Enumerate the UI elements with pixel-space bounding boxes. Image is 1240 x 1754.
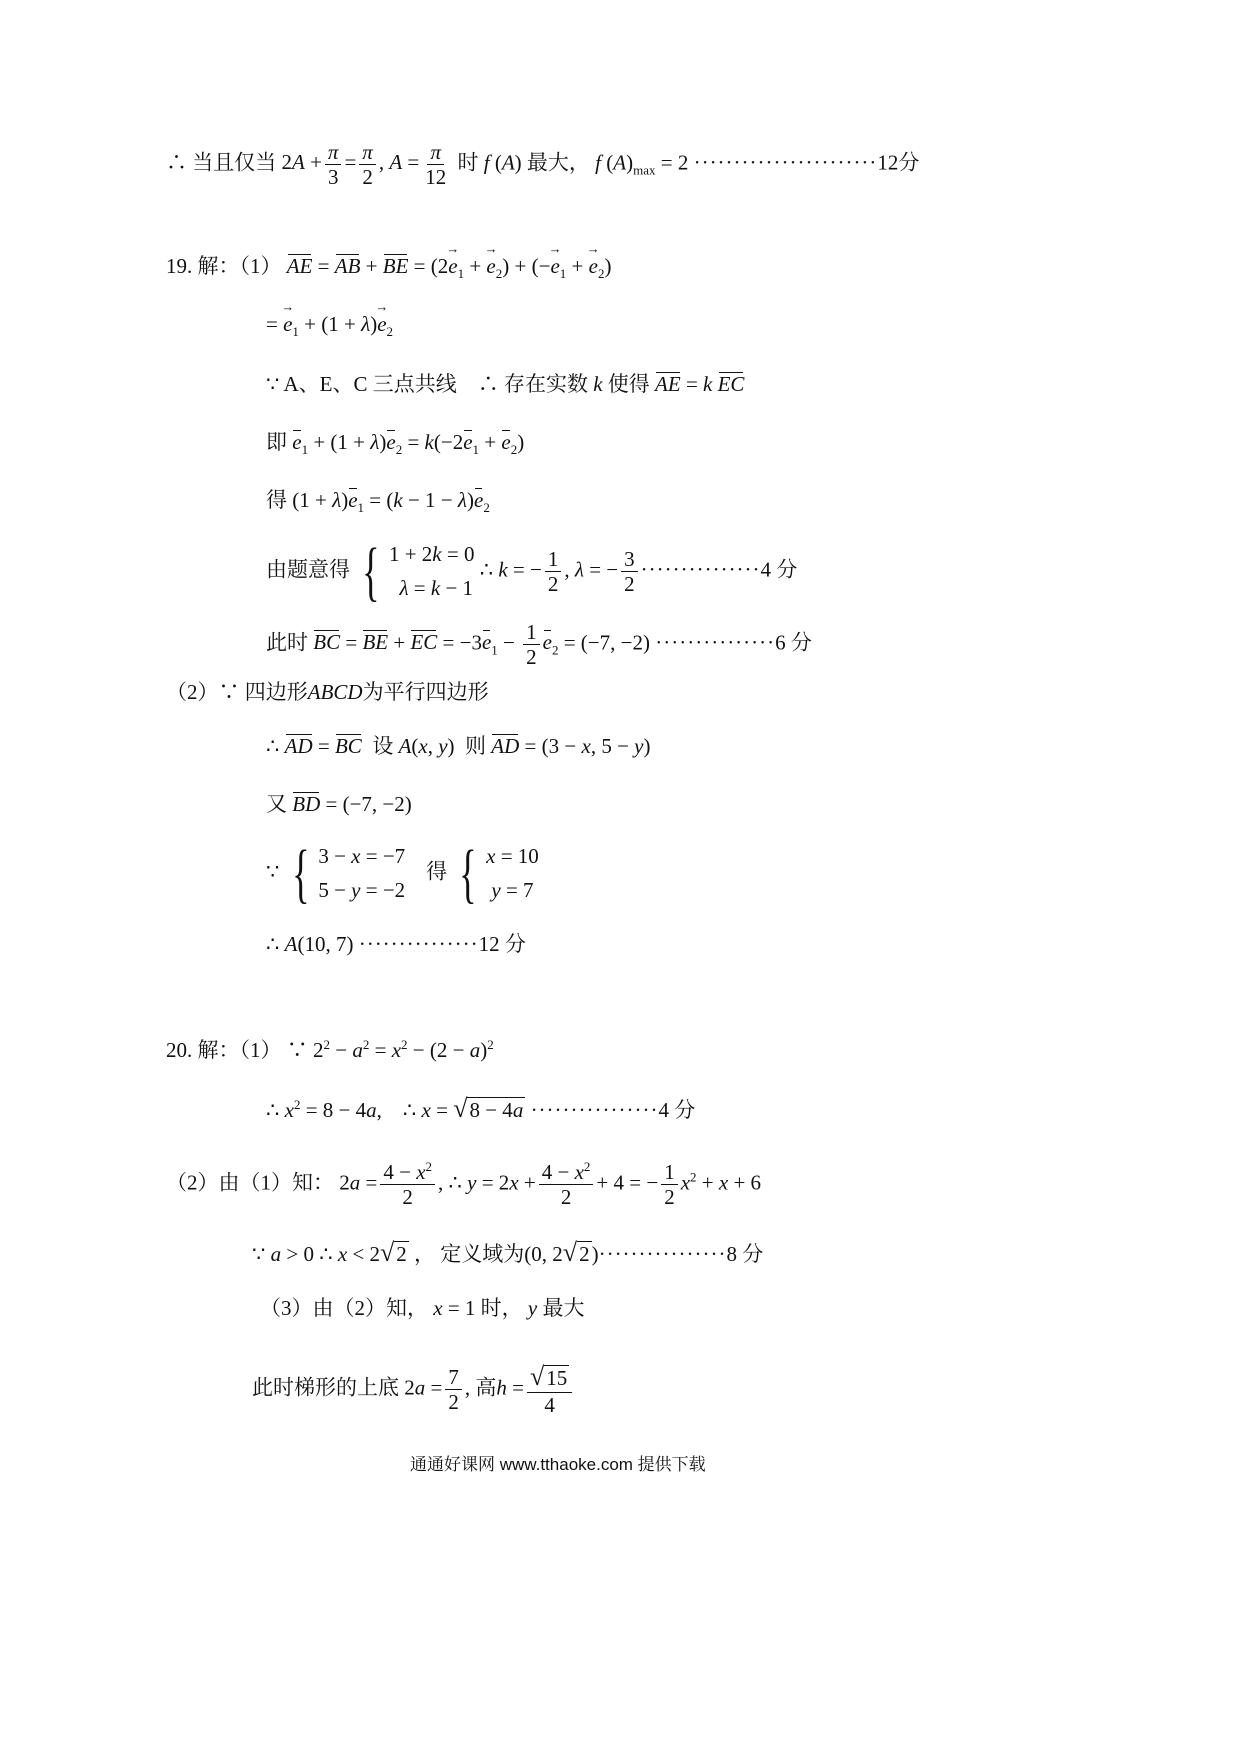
text-abcd: ABCD	[307, 680, 363, 704]
text-trapezoid: 此时梯形的上底	[252, 1375, 399, 1400]
q20-line-x: ∴ $x^2 = 8 - 4a$, ∴ x = √8 − 4a ················4 分	[266, 1094, 696, 1123]
dots: ···············	[640, 557, 761, 582]
line-conclusion-max: ∴ 当且仅当 2A + $\frac{\pi}{3}$ = $\frac{\pi}{2}$ , A = $\frac{\pi}{12}$ 时 f (A) 最大， f $(A)_{max} = 2 \cdot\cdot\cdot\cdot\cdot\cdot\cdot\cdot\cdot\cdot\cdot\cdot\cdot\cdot\cdot\cdot\cdot\cdot\cdot\cdot\cdot\cdot\cdot 12$分	[166, 140, 920, 190]
score-4: 4 分	[760, 557, 798, 582]
equation-solution: { x = 10 y = 7	[459, 836, 539, 910]
text-shi: 时	[457, 150, 479, 175]
q19-line-ad: ∴ AD = BC 设 A(x, y) 则 AD = (3 − x, 5 − y)	[266, 734, 651, 758]
q20-line-trapezoid: 此时梯形的上底 2a = $\frac{7}{2}$ , 高h = $\frac{√15}{4}$	[252, 1362, 575, 1417]
score-12b: 12 分	[478, 932, 526, 956]
text-collinear: A、E、C 三点共线	[283, 372, 457, 396]
formula-ae-sum: AE = AB + BE = ($2\to e_1$ + → $e_2$) + (−→ $e_1$ + → $e_2$)	[287, 254, 612, 278]
text-shi-2: 时，	[480, 1296, 523, 1320]
dots: ················	[598, 1242, 727, 1266]
text-quad: （2）∵ 四边形	[166, 680, 308, 704]
score-4b: 4 分	[658, 1098, 696, 1122]
text-when: ∴ 当且仅当	[166, 150, 277, 175]
q19-line-solve: ∵ { 3 − x = −7 5 − y = −2 得 { x = 10 y = 7	[266, 836, 539, 910]
q19-line-system: 由题意得 { 1 + 2k = 0 λ = k − 1 ∴ k = − $\frac{1}{2}$ , λ = − $\frac{3}{2}$ ···············4 分	[266, 534, 798, 608]
q19-line-de: 得 $(1 + \lambda)e_1 = (k - 1 - \lambda)e_2$	[266, 488, 490, 516]
text-you: 又	[266, 792, 287, 816]
q19-part2-header	[166, 682, 489, 703]
text-ze: 则	[465, 734, 487, 758]
score-8: 8 分	[726, 1242, 764, 1266]
dots: ···············	[358, 932, 479, 956]
text-parallelogram: 为平行四边形	[362, 680, 489, 704]
text-gao: 高	[475, 1375, 497, 1400]
score-12: 12分	[877, 150, 920, 175]
text-exists: ∴ 存在实数	[477, 372, 588, 396]
text-max: 最大，	[526, 150, 590, 175]
q19-line-answer: ∴ A(10, 7) ···············12 分	[266, 932, 526, 956]
q19-line-ae	[166, 254, 611, 280]
q20-line-1: 20. 解：（1） ∵ $2^2 - a^2 = x^2 - (2 - a)^2$	[166, 1037, 494, 1062]
text-cishi: 此时	[266, 630, 308, 655]
text-from-2: （3）由（2）知，	[260, 1296, 428, 1320]
equation-system-2: { 3 − x = −7 5 − y = −2	[291, 836, 406, 910]
text-max-2: 最大	[542, 1296, 585, 1320]
formula-fa: f	[483, 150, 490, 175]
score-6: 6 分	[775, 630, 812, 655]
q19-line-collinear: ∵ A、E、C 三点共线 ∴ 存在实数 k 使得 AE = k EC	[266, 372, 745, 396]
q20-line-3: （3）由（2）知， x = 1 时， y 最大	[260, 1296, 585, 1320]
formula-2a-pi: 2A + $\frac{\pi}{3}$ = $\frac{\pi}{2}$ , A = $\frac{\pi}{12}$	[281, 140, 447, 190]
q19-line-ae-result: = → $e_1 + (1 + \lambda)\to e_2$	[266, 314, 393, 338]
equation-system: { 1 + 2k = 0 λ = k − 1	[362, 534, 475, 608]
text-she: 设	[372, 734, 394, 758]
q19-line-ji: 即 $e_1 + (1 + \lambda)e_2 = k(-2e_1 + e_2)$	[266, 430, 525, 458]
question-number-20: 20.	[166, 1038, 193, 1062]
dots: ···············	[655, 630, 776, 655]
text-make: 使得	[607, 372, 650, 396]
text-from-1: （2）由（1）知：	[166, 1170, 334, 1195]
text-de-2: 得	[426, 859, 448, 884]
text-by-question: 由题意得	[266, 557, 350, 582]
page-footer: 通通好课网 www.tthaoke.com 提供下载	[410, 1455, 706, 1474]
q19-line-bd: 又 BD = (−7, −2)	[266, 792, 412, 816]
solution-label: 解：（1）	[197, 254, 282, 278]
q20-line-y: （2）由（1）知： 2a = $\frac{4 - x^2}{2}$ , ∴ y = 2x + $\frac{4 - x^2}{2}$ + 4 = − $\frac{1}{2}$ $x^2 + x + 6$	[166, 1159, 762, 1210]
question-number-19: 19.	[166, 254, 193, 278]
q19-line-bc: 此时 BC = BE + EC = $-3e_1$ − $\frac{1}{2}$ $e_2 = (-7$, −2) ···············6 分	[266, 620, 812, 670]
text-ji: 即	[266, 430, 287, 454]
solution-label-20: 解：（1）	[197, 1038, 282, 1062]
dots: ·······················	[693, 150, 878, 175]
q20-line-domain: ∵ a > 0 ∴ x < 2√2 ， 定义域为(0, 2√2)················8 分	[252, 1238, 764, 1267]
text-eq-2: = 2	[660, 150, 689, 175]
text-domain: ， 定义域为	[414, 1242, 525, 1266]
dots: ················	[530, 1098, 659, 1122]
text-de: 得	[266, 488, 287, 512]
